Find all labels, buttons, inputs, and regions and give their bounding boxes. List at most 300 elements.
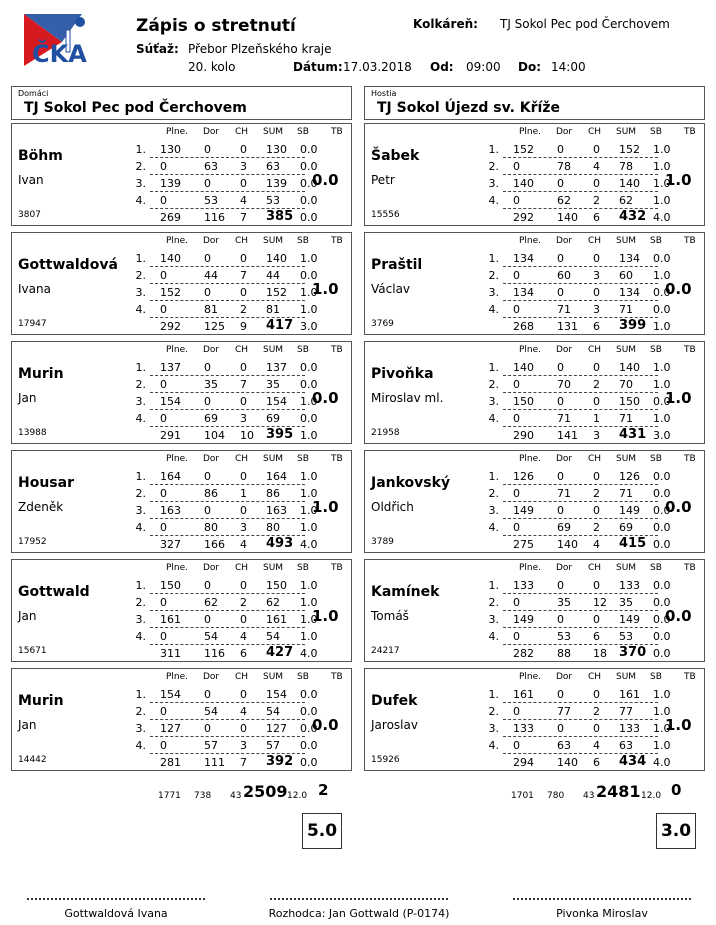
round-cell: 0 bbox=[240, 252, 247, 265]
signature-away-captain: Pivonka Miroslav bbox=[556, 907, 648, 920]
player-reg-number: 15671 bbox=[18, 646, 47, 656]
round-cell: 0 bbox=[204, 579, 211, 592]
player-total-cell: 0.0 bbox=[300, 211, 318, 224]
player-total-cell: 4.0 bbox=[653, 211, 671, 224]
round-cell: 1.0 bbox=[653, 160, 671, 173]
round-number: 3. bbox=[488, 177, 499, 190]
round-cell: 78 bbox=[557, 160, 571, 173]
round-cell: 130 bbox=[266, 143, 287, 156]
round-number: 4. bbox=[488, 303, 499, 316]
player-total-cell: 4.0 bbox=[653, 756, 671, 769]
od-label: Od: bbox=[430, 60, 454, 74]
round-cell: 0.0 bbox=[653, 504, 671, 517]
round-cell: 1 bbox=[593, 412, 600, 425]
round-cell: 0 bbox=[593, 286, 600, 299]
do-label: Do: bbox=[518, 60, 542, 74]
round-cell: 86 bbox=[204, 487, 218, 500]
home-sum-ch: 43 bbox=[230, 791, 242, 801]
col-header: SB bbox=[650, 345, 662, 355]
round-number: 2. bbox=[135, 705, 146, 718]
player-total-cell: 427 bbox=[266, 645, 294, 660]
player-total-cell: 140 bbox=[557, 756, 578, 769]
round-cell: 164 bbox=[160, 470, 181, 483]
round-cell: 163 bbox=[160, 504, 181, 517]
row-divider bbox=[503, 719, 658, 720]
round-number: 4. bbox=[135, 739, 146, 752]
player-reg-number: 17947 bbox=[18, 319, 47, 329]
round-number: 2. bbox=[135, 269, 146, 282]
col-header: Dor bbox=[203, 454, 220, 464]
round-cell: 1.0 bbox=[653, 739, 671, 752]
col-header: SB bbox=[297, 563, 309, 573]
round-number: 1. bbox=[488, 143, 499, 156]
round-number: 2. bbox=[488, 269, 499, 282]
player-last-name: Kamínek bbox=[371, 584, 440, 600]
round-cell: 54 bbox=[204, 705, 218, 718]
round-cell: 3 bbox=[593, 303, 600, 316]
round-cell: 0.0 bbox=[300, 269, 318, 282]
col-header: Plne. bbox=[519, 236, 542, 246]
round-number: 4. bbox=[135, 630, 146, 643]
home-player-box bbox=[11, 232, 352, 335]
round-cell: 0.0 bbox=[300, 705, 318, 718]
col-header: SUM bbox=[263, 236, 284, 246]
round-number: 1. bbox=[488, 470, 499, 483]
player-total-cell: 18 bbox=[593, 647, 607, 660]
away-team-box bbox=[364, 86, 705, 120]
row-divider bbox=[503, 593, 658, 594]
col-header: Plne. bbox=[166, 345, 189, 355]
round-number: 4. bbox=[488, 194, 499, 207]
col-header: Plne. bbox=[166, 236, 189, 246]
player-last-name: Pivoňka bbox=[371, 366, 434, 382]
player-first-name: Ivan bbox=[18, 173, 44, 187]
round-number: 3. bbox=[488, 504, 499, 517]
col-header: TB bbox=[684, 345, 696, 355]
player-total-cell: 88 bbox=[557, 647, 571, 660]
round-cell: 0 bbox=[557, 504, 564, 517]
round-cell: 81 bbox=[266, 303, 280, 316]
player-total-cell: 166 bbox=[204, 538, 225, 551]
round-cell: 134 bbox=[513, 286, 534, 299]
round-number: 2. bbox=[488, 596, 499, 609]
round-cell: 0 bbox=[593, 470, 600, 483]
player-total-cell: 6 bbox=[240, 647, 247, 660]
col-header: SUM bbox=[263, 127, 284, 137]
col-header: CH bbox=[588, 672, 602, 682]
round-cell: 0.0 bbox=[653, 395, 671, 408]
player-tb: 0.0 bbox=[665, 607, 692, 625]
player-total-cell: 4 bbox=[593, 538, 600, 551]
away-sum-ch: 43 bbox=[583, 791, 595, 801]
round-cell: 130 bbox=[160, 143, 181, 156]
row-divider bbox=[150, 501, 305, 502]
round-cell: 62 bbox=[266, 596, 280, 609]
player-first-name: Jaroslav bbox=[371, 718, 418, 732]
col-header: SB bbox=[650, 454, 662, 464]
col-header: SUM bbox=[616, 454, 637, 464]
round-cell: 0 bbox=[513, 412, 520, 425]
round-number: 3. bbox=[135, 504, 146, 517]
round-cell: 2 bbox=[240, 303, 247, 316]
player-reg-number: 3789 bbox=[371, 537, 394, 547]
away-team-name: TJ Sokol Újezd sv. Kříže bbox=[377, 100, 560, 116]
col-header: CH bbox=[588, 563, 602, 573]
player-total-cell: 294 bbox=[513, 756, 534, 769]
round-cell: 0 bbox=[513, 521, 520, 534]
col-header: SUM bbox=[263, 563, 284, 573]
round-cell: 0 bbox=[557, 395, 564, 408]
signature-line-left bbox=[27, 898, 205, 900]
player-first-name: Jan bbox=[18, 609, 37, 623]
round-number: 2. bbox=[488, 378, 499, 391]
row-divider bbox=[503, 174, 658, 175]
player-tb: 1.0 bbox=[665, 389, 692, 407]
home-sum-tb: 2 bbox=[318, 781, 329, 799]
round-cell: 1 bbox=[240, 487, 247, 500]
row-divider bbox=[503, 610, 658, 611]
round-cell: 7 bbox=[240, 378, 247, 391]
round-cell: 0 bbox=[513, 303, 520, 316]
round-cell: 150 bbox=[160, 579, 181, 592]
player-reg-number: 3769 bbox=[371, 319, 394, 329]
row-divider bbox=[150, 300, 305, 301]
round-cell: 0.0 bbox=[653, 521, 671, 534]
round-cell: 0 bbox=[240, 722, 247, 735]
player-total-cell: 292 bbox=[513, 211, 534, 224]
player-total-cell: 6 bbox=[593, 756, 600, 769]
round-cell: 0.0 bbox=[300, 412, 318, 425]
col-header: TB bbox=[684, 236, 696, 246]
round-cell: 0 bbox=[240, 613, 247, 626]
round-cell: 0 bbox=[204, 361, 211, 374]
round-cell: 0.0 bbox=[300, 194, 318, 207]
round-number: 1. bbox=[488, 361, 499, 374]
player-total-cell: 4 bbox=[240, 538, 247, 551]
round-number: 4. bbox=[488, 412, 499, 425]
player-total-cell: 6 bbox=[593, 211, 600, 224]
round-cell: 133 bbox=[513, 722, 534, 735]
round-cell: 70 bbox=[557, 378, 571, 391]
col-header: TB bbox=[331, 672, 343, 682]
round-cell: 137 bbox=[266, 361, 287, 374]
player-tb: 0.0 bbox=[312, 171, 339, 189]
round-cell: 164 bbox=[266, 470, 287, 483]
col-header: TB bbox=[331, 454, 343, 464]
round-cell: 57 bbox=[266, 739, 280, 752]
player-total-cell: 0.0 bbox=[300, 756, 318, 769]
col-header: SB bbox=[297, 345, 309, 355]
round-cell: 0 bbox=[160, 739, 167, 752]
round-cell: 2 bbox=[593, 705, 600, 718]
round-cell: 163 bbox=[266, 504, 287, 517]
player-total-cell: 392 bbox=[266, 754, 294, 769]
round-cell: 0 bbox=[160, 521, 167, 534]
round-number: 4. bbox=[488, 739, 499, 752]
round-cell: 4 bbox=[240, 705, 247, 718]
round-cell: 80 bbox=[204, 521, 218, 534]
away-sum-plne: 1701 bbox=[511, 791, 534, 801]
col-header: Dor bbox=[203, 127, 220, 137]
round-cell: 78 bbox=[619, 160, 633, 173]
round-cell: 150 bbox=[619, 395, 640, 408]
round-cell: 140 bbox=[266, 252, 287, 265]
player-first-name: Jan bbox=[18, 391, 37, 405]
away-player-box bbox=[364, 559, 705, 662]
round-cell: 1.0 bbox=[300, 579, 318, 592]
round-cell: 60 bbox=[619, 269, 633, 282]
round-cell: 0.0 bbox=[653, 630, 671, 643]
round-cell: 53 bbox=[557, 630, 571, 643]
player-total-cell: 3 bbox=[593, 429, 600, 442]
kolo-value: 20. kolo bbox=[188, 60, 236, 74]
player-reg-number: 17952 bbox=[18, 537, 47, 547]
round-cell: 35 bbox=[619, 596, 633, 609]
player-total-cell: 141 bbox=[557, 429, 578, 442]
round-number: 2. bbox=[135, 487, 146, 500]
round-cell: 154 bbox=[160, 395, 181, 408]
round-cell: 133 bbox=[619, 722, 640, 735]
round-cell: 0 bbox=[557, 177, 564, 190]
player-first-name: Tomáš bbox=[371, 609, 409, 623]
round-cell: 63 bbox=[266, 160, 280, 173]
round-cell: 0 bbox=[593, 722, 600, 735]
round-cell: 149 bbox=[513, 504, 534, 517]
round-cell: 1.0 bbox=[300, 630, 318, 643]
round-cell: 0 bbox=[204, 722, 211, 735]
round-cell: 3 bbox=[240, 521, 247, 534]
player-total-cell: 140 bbox=[557, 211, 578, 224]
round-cell: 3 bbox=[240, 160, 247, 173]
round-cell: 54 bbox=[204, 630, 218, 643]
round-cell: 1.0 bbox=[300, 252, 318, 265]
round-cell: 12 bbox=[593, 596, 607, 609]
round-cell: 53 bbox=[204, 194, 218, 207]
col-header: SUM bbox=[263, 672, 284, 682]
row-divider bbox=[150, 484, 305, 485]
round-cell: 3 bbox=[240, 739, 247, 752]
row-divider bbox=[150, 610, 305, 611]
round-cell: 35 bbox=[266, 378, 280, 391]
player-total-cell: 7 bbox=[240, 211, 247, 224]
round-cell: 0 bbox=[557, 579, 564, 592]
round-cell: 1.0 bbox=[300, 303, 318, 316]
round-cell: 4 bbox=[240, 194, 247, 207]
col-header: SUM bbox=[616, 345, 637, 355]
player-total-cell: 281 bbox=[160, 756, 181, 769]
round-cell: 0.0 bbox=[653, 613, 671, 626]
round-cell: 0 bbox=[204, 613, 211, 626]
round-cell: 71 bbox=[619, 487, 633, 500]
round-cell: 0.0 bbox=[300, 688, 318, 701]
col-header: Dor bbox=[203, 672, 220, 682]
round-cell: 1.0 bbox=[653, 688, 671, 701]
round-number: 1. bbox=[135, 470, 146, 483]
round-cell: 1.0 bbox=[653, 177, 671, 190]
col-header: Plne. bbox=[166, 672, 189, 682]
col-header: Dor bbox=[203, 563, 220, 573]
round-cell: 140 bbox=[619, 361, 640, 374]
col-header: TB bbox=[331, 127, 343, 137]
round-cell: 0 bbox=[204, 286, 211, 299]
round-number: 1. bbox=[135, 579, 146, 592]
round-cell: 62 bbox=[204, 596, 218, 609]
round-cell: 0.0 bbox=[653, 303, 671, 316]
player-total-cell: 4.0 bbox=[300, 538, 318, 551]
col-header: Plne. bbox=[166, 454, 189, 464]
round-cell: 152 bbox=[619, 143, 640, 156]
round-cell: 126 bbox=[513, 470, 534, 483]
round-cell: 57 bbox=[204, 739, 218, 752]
round-cell: 0 bbox=[160, 705, 167, 718]
round-cell: 0.0 bbox=[653, 470, 671, 483]
round-cell: 0.0 bbox=[300, 722, 318, 735]
away-player-box bbox=[364, 123, 705, 226]
player-total-cell: 417 bbox=[266, 318, 294, 333]
player-total-cell: 9 bbox=[240, 320, 247, 333]
row-divider bbox=[150, 392, 305, 393]
col-header: TB bbox=[684, 563, 696, 573]
round-cell: 77 bbox=[557, 705, 571, 718]
col-header: CH bbox=[235, 345, 249, 355]
cka-logo bbox=[22, 12, 104, 68]
round-cell: 3 bbox=[593, 269, 600, 282]
sutaz-value: Přebor Plzeňského kraje bbox=[188, 42, 332, 56]
player-last-name: Dufek bbox=[371, 693, 418, 709]
player-total-cell: 116 bbox=[204, 211, 225, 224]
col-header: SUM bbox=[616, 672, 637, 682]
round-cell: 44 bbox=[266, 269, 280, 282]
round-cell: 161 bbox=[513, 688, 534, 701]
player-total-cell: 3.0 bbox=[300, 320, 318, 333]
home-final-score: 5.0 bbox=[302, 813, 342, 849]
round-cell: 127 bbox=[160, 722, 181, 735]
round-cell: 0.0 bbox=[300, 177, 318, 190]
round-cell: 0 bbox=[513, 630, 520, 643]
round-cell: 2 bbox=[593, 521, 600, 534]
round-cell: 69 bbox=[204, 412, 218, 425]
player-total-cell: 291 bbox=[160, 429, 181, 442]
player-total-cell: 385 bbox=[266, 209, 294, 224]
row-divider bbox=[503, 375, 658, 376]
home-player-box bbox=[11, 123, 352, 226]
round-cell: 137 bbox=[160, 361, 181, 374]
player-last-name: Böhm bbox=[18, 148, 63, 164]
home-sum-dor: 738 bbox=[194, 791, 212, 801]
away-player-box bbox=[364, 232, 705, 335]
round-cell: 0 bbox=[513, 378, 520, 391]
od-value: 09:00 bbox=[466, 60, 501, 74]
round-cell: 161 bbox=[266, 613, 287, 626]
round-cell: 86 bbox=[266, 487, 280, 500]
home-player-box bbox=[11, 668, 352, 771]
col-header: SB bbox=[650, 127, 662, 137]
datum-value: 17.03.2018 bbox=[343, 60, 412, 74]
round-cell: 2 bbox=[593, 487, 600, 500]
round-number: 1. bbox=[488, 579, 499, 592]
col-header: CH bbox=[588, 127, 602, 137]
player-total-cell: 275 bbox=[513, 538, 534, 551]
round-cell: 62 bbox=[557, 194, 571, 207]
col-header: CH bbox=[235, 127, 249, 137]
row-divider bbox=[150, 266, 305, 267]
col-header: Plne. bbox=[519, 672, 542, 682]
svg-text:ČKA: ČKA bbox=[32, 40, 87, 68]
round-cell: 62 bbox=[619, 194, 633, 207]
player-last-name: Murin bbox=[18, 693, 64, 709]
col-header: CH bbox=[235, 454, 249, 464]
round-cell: 3 bbox=[240, 412, 247, 425]
round-cell: 77 bbox=[619, 705, 633, 718]
round-number: 4. bbox=[135, 303, 146, 316]
player-reg-number: 24217 bbox=[371, 646, 400, 656]
row-divider bbox=[503, 736, 658, 737]
round-cell: 0 bbox=[513, 739, 520, 752]
round-cell: 0 bbox=[593, 504, 600, 517]
player-tb: 1.0 bbox=[312, 607, 339, 625]
round-cell: 0 bbox=[160, 378, 167, 391]
row-divider bbox=[150, 191, 305, 192]
player-reg-number: 14442 bbox=[18, 755, 47, 765]
round-cell: 1.0 bbox=[653, 722, 671, 735]
round-cell: 1.0 bbox=[653, 705, 671, 718]
round-cell: 140 bbox=[513, 177, 534, 190]
round-cell: 0 bbox=[240, 504, 247, 517]
round-cell: 0 bbox=[160, 596, 167, 609]
col-header: Dor bbox=[556, 672, 573, 682]
player-total-cell: 268 bbox=[513, 320, 534, 333]
row-divider bbox=[503, 191, 658, 192]
col-header: Plne. bbox=[519, 563, 542, 573]
round-cell: 35 bbox=[204, 378, 218, 391]
col-header: TB bbox=[684, 127, 696, 137]
round-cell: 154 bbox=[160, 688, 181, 701]
player-tb: 0.0 bbox=[665, 280, 692, 298]
round-number: 1. bbox=[135, 143, 146, 156]
col-header: Dor bbox=[203, 345, 220, 355]
round-cell: 71 bbox=[619, 412, 633, 425]
round-cell: 71 bbox=[557, 412, 571, 425]
player-total-cell: 0.0 bbox=[653, 647, 671, 660]
round-cell: 1.0 bbox=[653, 269, 671, 282]
round-cell: 0.0 bbox=[653, 286, 671, 299]
col-header: Dor bbox=[556, 345, 573, 355]
signature-home-captain: Gottwaldová Ivana bbox=[64, 907, 168, 920]
col-header: Dor bbox=[556, 563, 573, 573]
round-cell: 0 bbox=[204, 143, 211, 156]
player-reg-number: 15556 bbox=[371, 210, 400, 220]
col-header: SUM bbox=[616, 563, 637, 573]
player-total-cell: 131 bbox=[557, 320, 578, 333]
round-cell: 0 bbox=[593, 688, 600, 701]
round-cell: 0 bbox=[160, 303, 167, 316]
player-tb: 1.0 bbox=[665, 171, 692, 189]
round-cell: 2 bbox=[593, 194, 600, 207]
round-cell: 0 bbox=[557, 722, 564, 735]
round-cell: 133 bbox=[513, 579, 534, 592]
round-number: 2. bbox=[135, 378, 146, 391]
away-final-score: 3.0 bbox=[656, 813, 696, 849]
round-number: 4. bbox=[135, 412, 146, 425]
player-first-name: Miroslav ml. bbox=[371, 391, 444, 405]
round-cell: 0 bbox=[593, 579, 600, 592]
round-cell: 0 bbox=[557, 143, 564, 156]
round-cell: 0 bbox=[160, 630, 167, 643]
col-header: TB bbox=[331, 236, 343, 246]
round-cell: 6 bbox=[593, 630, 600, 643]
round-cell: 63 bbox=[204, 160, 218, 173]
col-header: SUM bbox=[263, 345, 284, 355]
